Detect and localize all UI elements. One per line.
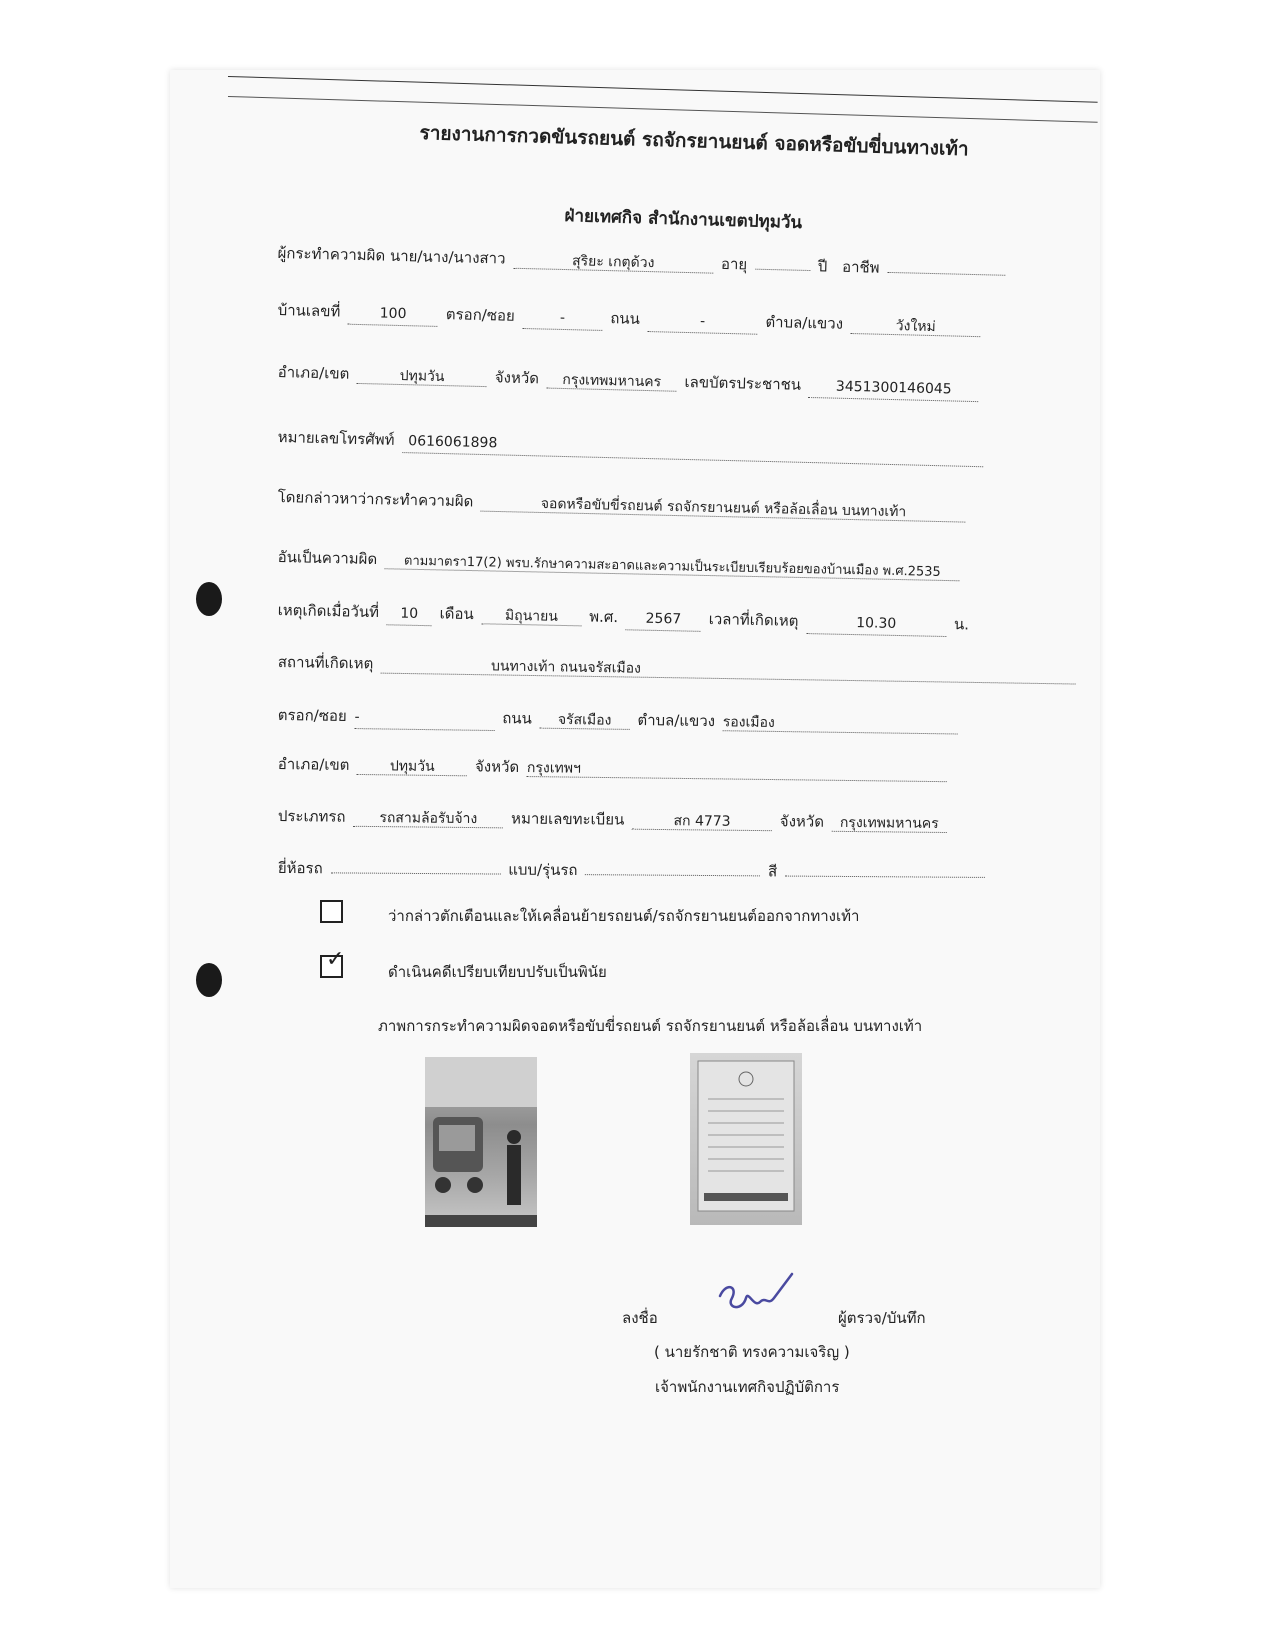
month-value: มิถุนายน [481, 604, 581, 626]
signature-icon [712, 1268, 802, 1328]
check-mark-icon: ✓ [326, 947, 345, 972]
law-label: อันเป็นความผิด [277, 547, 378, 569]
punch-hole-icon [196, 582, 222, 616]
vehicle-type-label: ประเภทรถ [277, 806, 346, 826]
vehicle-detail-row [278, 853, 988, 885]
document-title: รายงานการกวดขันรถยนต์ รถจักรยานยนต์ จอดหรือขับขี่บนทางเท้า [419, 121, 969, 161]
sign-label: ลงชื่อ [622, 1309, 658, 1327]
charge-label: โดยกล่าวหาว่ากระทำความผิด [277, 487, 474, 511]
photo-scene-icon [425, 1057, 537, 1227]
phone-label: หมายเลขโทรศัพท์ [277, 427, 395, 449]
color-value [785, 857, 985, 878]
province-label: จังหวัด [494, 368, 540, 388]
plate-value: สก 4773 [632, 810, 772, 831]
brand-label: ยี่ห้อรถ [277, 858, 323, 878]
incident-road-label: ถนน [502, 709, 533, 728]
fine-checkbox[interactable] [320, 947, 345, 978]
ticket-document-icon [690, 1053, 802, 1225]
age-value [755, 250, 810, 271]
vehicle-type-value: รถสามล้อรับจ้าง [353, 807, 503, 829]
district-value: ปทุมวัน [357, 364, 487, 387]
incident-subdistrict-label: ตำบล/แขวง [637, 711, 716, 731]
place-value: บนทางเท้า ถนนจรัสเมือง [381, 654, 1076, 685]
ticket-photo [690, 1053, 802, 1225]
violation-photo [425, 1057, 537, 1227]
year-value: 2567 [626, 610, 701, 632]
years-label: ปี [817, 257, 828, 276]
color-label: สี [767, 862, 778, 881]
district-label: อำเภอ/เขต [277, 362, 350, 383]
incident-province-label: จังหวัด [474, 757, 520, 776]
law-value: ตามมาตรา17(2) พรบ.รักษาความสะอาดและความเป็นระเบียบเรียบร้อยของบ้านเมือง พ.ศ.2535 [385, 549, 960, 581]
time-label: เวลาที่เกิดเหตุ [708, 610, 799, 630]
charge-value: จอดหรือขับขี่รถยนต์ รถจักรยานยนต์ หรือล้อเลื่อน บนทางเท้า [481, 492, 966, 523]
alley-value: - [522, 309, 602, 331]
subdistrict-value: วังใหม่ [851, 314, 981, 337]
punch-hole-icon [196, 963, 222, 997]
warning-checkbox[interactable] [320, 900, 343, 923]
month-label: เดือน [439, 604, 474, 624]
model-label: แบบ/รุ่นรถ [508, 860, 578, 880]
occupation-label: อาชีพ [841, 257, 880, 277]
incident-subdistrict-value: รองเมือง [723, 711, 958, 734]
day-value: 10 [387, 605, 432, 626]
id-value: 3451300146045 [809, 378, 979, 402]
signer-role-label: ผู้ตรวจ/บันทึก [838, 1309, 926, 1327]
signer-position: เจ้าพนักงานเทศกิจปฏิบัติการ [655, 1378, 840, 1396]
model-value [585, 855, 760, 876]
province-value: กรุงเทพมหานคร [547, 369, 677, 392]
house-no-value: 100 [348, 305, 438, 327]
brand-value [330, 853, 500, 874]
photos-caption: ภาพการกระทำความผิดจอดหรือขับขี่รถยนต์ รถจักรยานยนต์ หรือล้อเลื่อน บนทางเท้า [378, 1017, 923, 1035]
road-value: - [647, 312, 757, 335]
offender-label: ผู้กระทำความผิด นาย/นาง/นางสาว [277, 243, 506, 268]
age-label: อายุ [720, 254, 748, 274]
incident-district-label: อำเภอ/เขต [277, 754, 350, 774]
incident-alley-label: ตรอก/ซอย [277, 705, 347, 725]
house-no-label: บ้านเลขที่ [277, 300, 341, 321]
warning-option-label: ว่ากล่าวตักเตือนและให้เคลื่อนย้ายรถยนต์/รถจักรยานยนต์ออกจากทางเท้า [388, 907, 860, 925]
incident-district-value: ปทุมวัน [357, 755, 467, 776]
vehicle-province-label: จังหวัด [779, 812, 825, 831]
road-label: ถนน [610, 309, 641, 328]
time-value: 10.30 [806, 614, 946, 637]
incident-province-value: กรุงเทพฯ [527, 757, 947, 782]
fine-option-label: ดำเนินคดีเปรียบเทียบปรับเป็นพินัย [388, 963, 607, 981]
time-unit: น. [953, 615, 970, 634]
phone-value: 0616061898 [402, 433, 983, 467]
place-label: สถานที่เกิดเหตุ [277, 652, 374, 673]
document-subtitle: ฝ่ายเทศกิจ สำนักงานเขตปทุมวัน [564, 205, 803, 234]
plate-label: หมายเลขทะเบียน [511, 809, 625, 829]
offender-name: สุริยะ เกตุด้วง [513, 249, 713, 274]
incident-alley-value: - [354, 709, 494, 731]
id-label: เลขบัตรประชาชน [684, 372, 802, 394]
vehicle-province-value: กรุงเทพมหานคร [832, 812, 947, 833]
occupation-value [887, 253, 1005, 276]
subdistrict-label: ตำบล/แขวง [765, 312, 844, 333]
incident-road-value: จรัสเมือง [540, 709, 630, 730]
alley-label: ตรอก/ซอย [445, 305, 516, 325]
signer-name: ( นายรักชาติ ทรงความเจริญ ) [654, 1343, 850, 1361]
year-label: พ.ศ. [589, 607, 619, 627]
date-label: เหตุเกิดเมื่อวันที่ [277, 600, 380, 622]
